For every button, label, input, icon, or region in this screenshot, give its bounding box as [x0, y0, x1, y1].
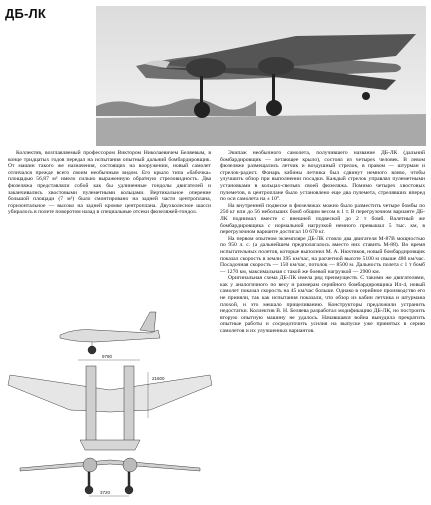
paragraph: Экипаж необычного самолета, получившего название ДБ-ЛК (дальний бомбардировщик — летающее крыло), состоял из четырех человек. В левом фюзеляже размещались летчик и воздушный стрелок, в правом — штурман и стрелок-радист. Фонарь кабины летчика был сдвинут немного влево, чтобы улучшить обзор при выполнении посадки. Каждый стрелок управлял пулеметными установками в кольцах-свельях своей фюзеляжа. Помимо четырех хвостовых пулеметов, в центроплане было установлено еще два пулемета, стрелявших вперед по оси самолета на ± 10°. — [220, 150, 425, 203]
text-column-left — [8, 150, 211, 320]
paragraph: Коллектив, возглавляемый профессором Виктором Николаевичем Беляевым, в конце тридцатых годов передал на испытания опытный дальний бомбардировщик. От машин такого же назначения, состоящих на вооружении, новый самолет отличался прежде всего своим необычным видом. Его крыло типа «бабочка» площадью 56,87 м² имело сильно выраженную обратную стреловидность. Два фюзеляжа представляли собой как бы удлиненные гондолы двигателей и заканчивались хвостовыми пулеметными кольцами. Вертикальное оперение большой площади (7 м²) было смонтировано на задней части центроплана, горизонтальное — высоко на задней кромке центроплана. Двухколесное шасси убиралось в полете поворотом назад в специальные отсеки фюзеляжей-гондол. — [8, 150, 211, 216]
text-column-right — [220, 150, 425, 490]
top-view — [8, 366, 212, 450]
side-view — [60, 312, 160, 354]
front-view — [20, 458, 200, 494]
track-dimension: 3720 — [100, 490, 111, 495]
length-dimension: 9780 — [102, 354, 113, 359]
aircraft-photo — [96, 6, 426, 146]
paragraph: Оригинальная схема ДБ-ЛК имела ряд преимуществ. С такими же двигателями, как у аналогичного по весу и размерам серийного бомбардировщика Ил-4, новый самолет показал скорость на 45 км/час больше. Однако в серийное производство его не приняли, так как испытания показали, что обзор из кабин летчика и штурмана плохой, и это мешало прицеливанию. Конструкторы предложили устранить недостатки. Коллектив В. Н. Беляева разработал модификацию ДБ-ЛК, но построить вторую опытную машину не удалось. Начавшаяся война вынудила прекратить опытные работы и сосредоточить усилия на выпуске уже принятых в серию самолетов и их улучшенных вариантов. — [220, 275, 425, 335]
paragraph: На внутренней подвеске в фюзеляжах можно было разместить четыре бомбы по 250 кг или до 56 небольших бомб общим весом в 1 т. В перегрузочном варианте ДБ-ЛК поднимал вместе с внешней подвеской до 2 т бомб. Валетный же бомбардировщика с нормальной нагрузкой немного превышал 5 тыс. км, в перегрузочном варианте достигал 10 670 кг. — [220, 202, 425, 236]
span-dimension: 21600 — [152, 376, 165, 381]
paragraph: На первом опытном экземпляре ДБ-ЛК стояло два двигателя М-87В мощностью по 950 л. с. (а дальнейшем предполагалось вместо них ставить М-88). Во время испытательных полетов, которые выполнил М. А. Нюхтиков, новый бомбардировщик показал скорость в земли 395 км/час, на расчетной высоте 5100 м свыше 480 км/час. Посадочная скорость — 150 км/час, потолок — 8500 м. Дальность полета с 1 т бомб — 1270 км, максимальная с такой же боевой нагрузкой — 2900 км. — [220, 235, 425, 275]
three-view-drawing — [0, 300, 220, 500]
page-title: ДБ-ЛК — [5, 6, 46, 21]
